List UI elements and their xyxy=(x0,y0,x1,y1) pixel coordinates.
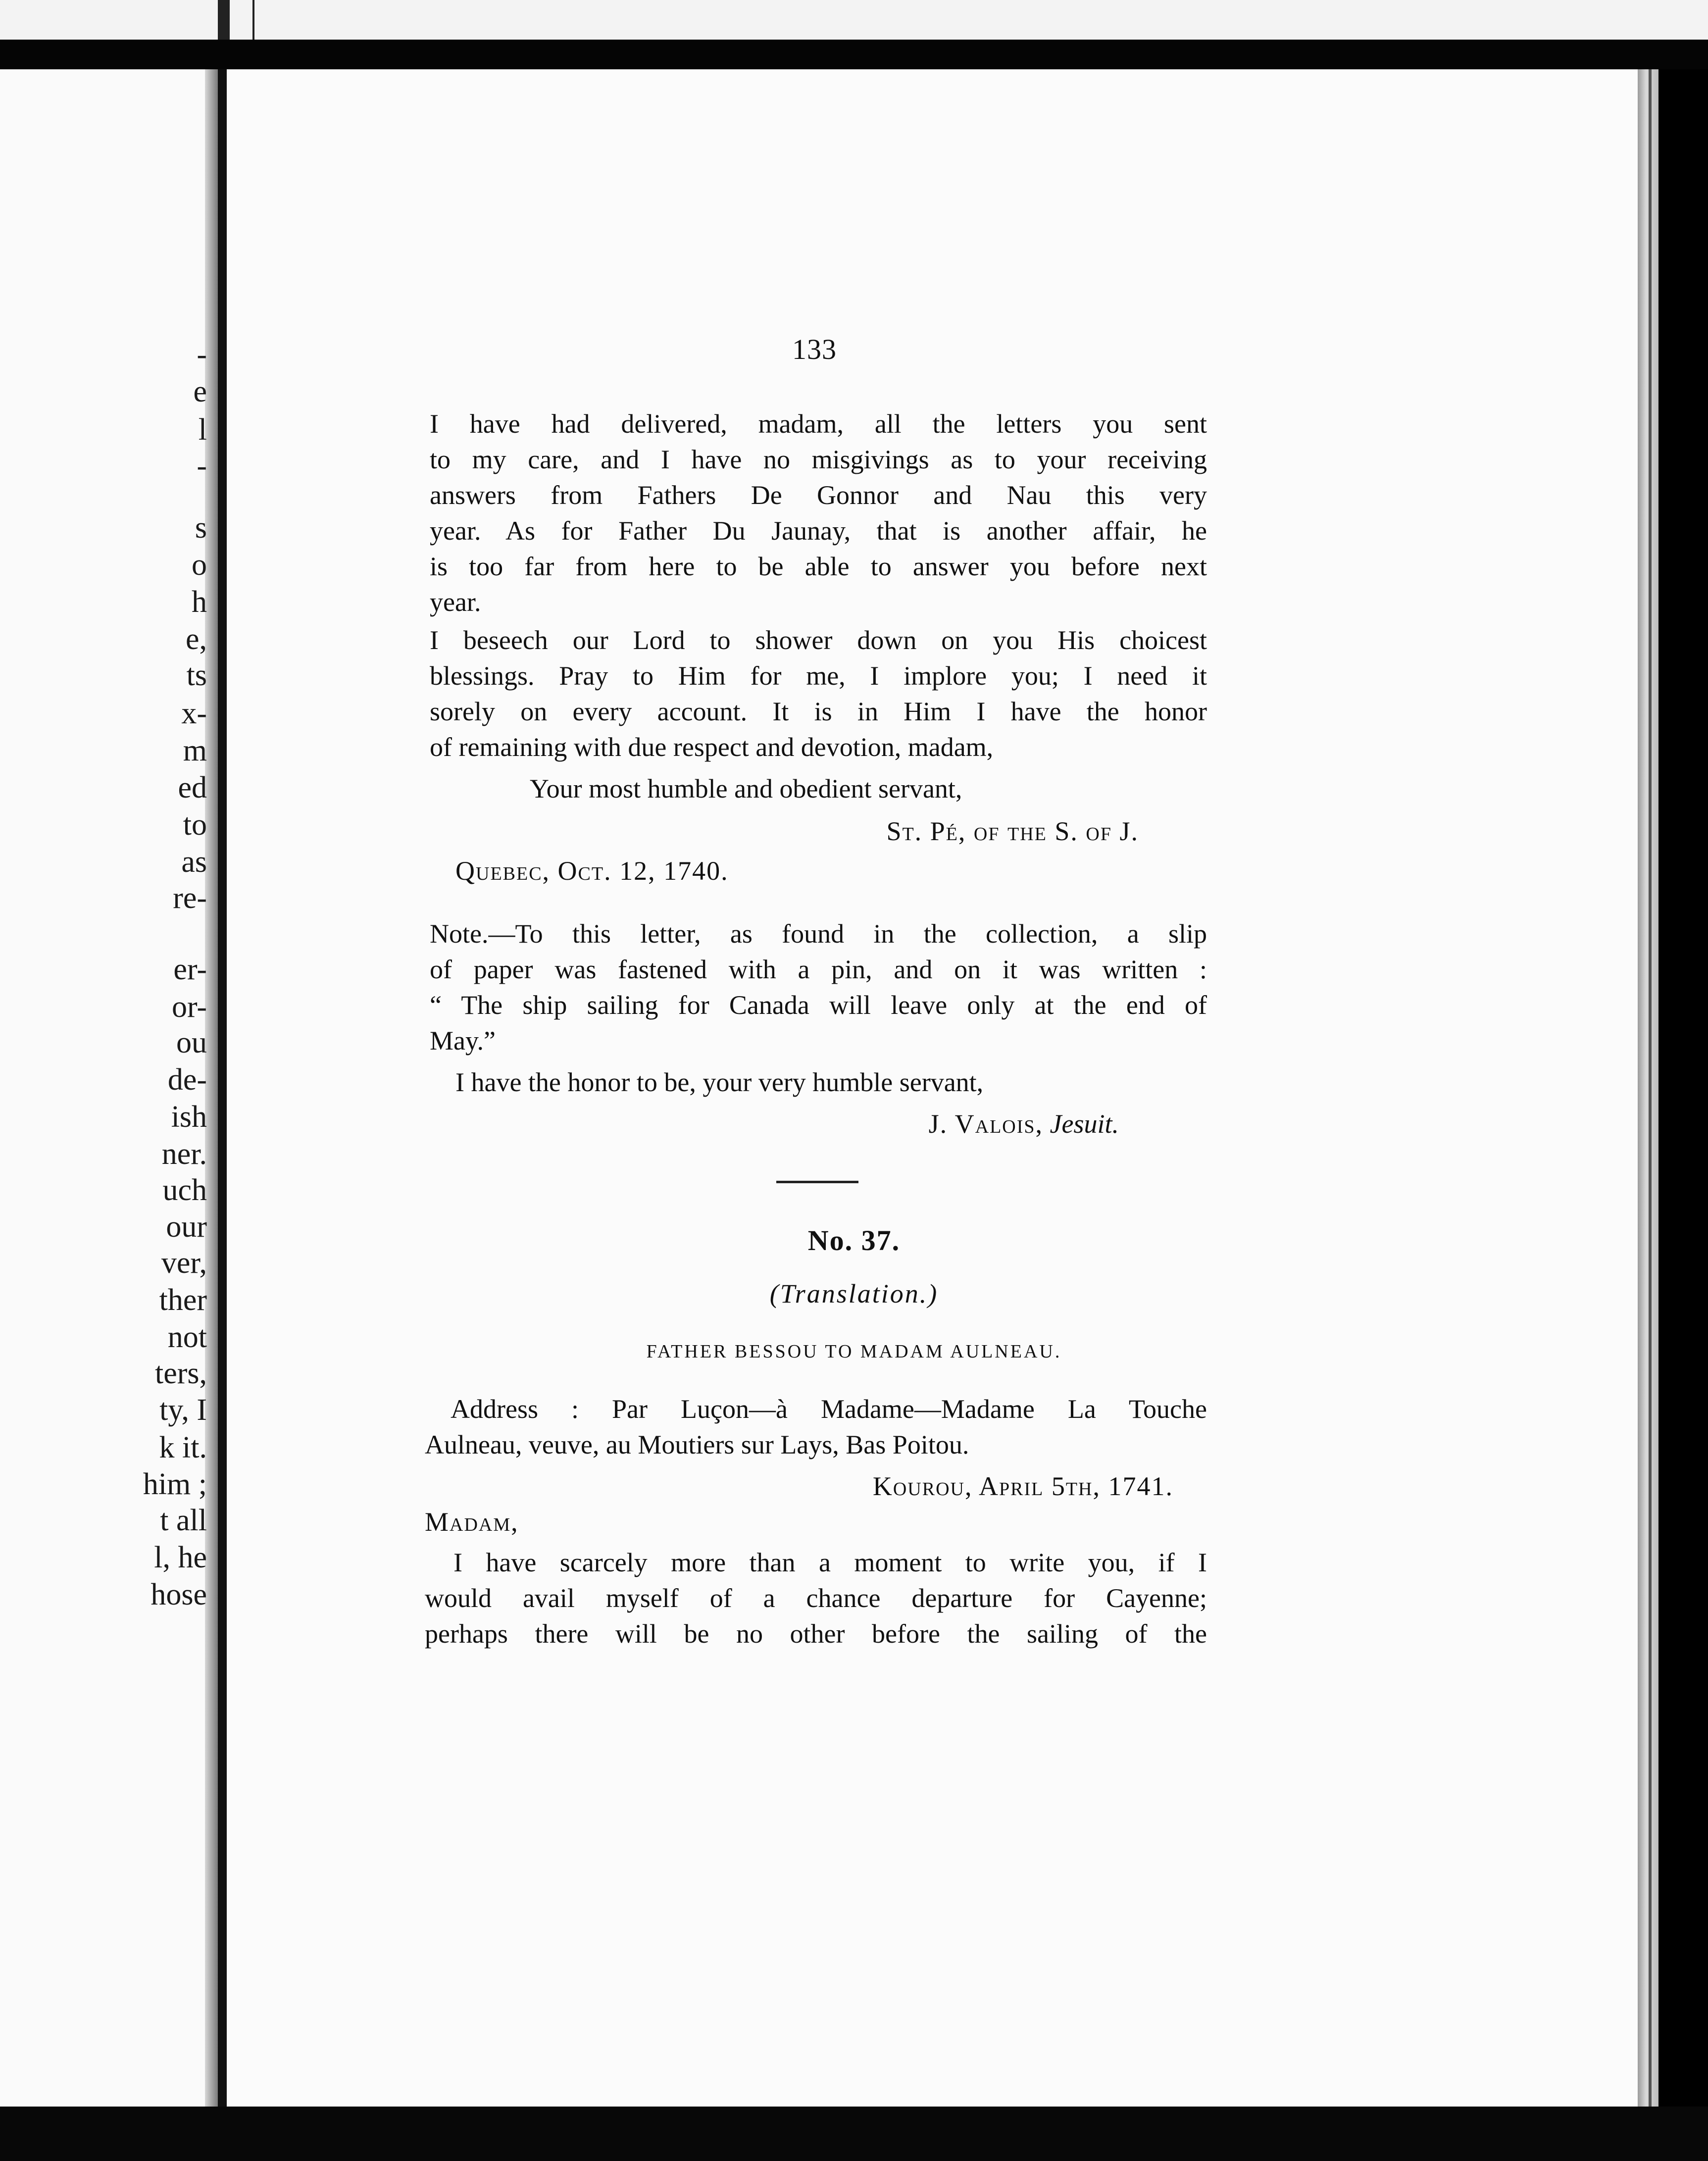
text-line: answers from Fathers De Gonnor and Nau this very xyxy=(430,480,1207,510)
text-line-last: of remaining with due respect and devotion, madam, xyxy=(430,732,994,762)
text-line-last: year. xyxy=(430,587,481,617)
left-page-fragment: m xyxy=(183,734,207,767)
address-line: Address : Par Luçon—à Madame—Madame La Touche xyxy=(451,1394,1207,1424)
translation-label: (Translation.) xyxy=(769,1279,939,1308)
left-page-fragment: to xyxy=(183,808,207,842)
microfilm-top-strip xyxy=(0,0,1708,40)
text-line: I have had delivered, madam, all the letters you sent xyxy=(430,409,1207,439)
address-line: Aulneau, veuve, au Moutiers sur Lays, Bas Poitou. xyxy=(425,1430,969,1459)
left-page-fragment: ish xyxy=(171,1100,207,1134)
page-number: 133 xyxy=(792,333,837,365)
text-line xyxy=(430,916,1207,952)
left-page-fragment: ther xyxy=(159,1283,207,1317)
left-page-fragment: t all xyxy=(160,1504,207,1537)
left-page-fragment: our xyxy=(166,1210,207,1244)
text-line: to my care, and I have no misgivings as to your receiving xyxy=(430,445,1207,474)
place-date-text: Quebec, Oct. 12, 1740. xyxy=(455,856,729,886)
left-page-fragment: - xyxy=(197,449,207,483)
note-first-line: Note.—To this letter, as found in the collection, a slip xyxy=(430,919,1207,949)
note-signature-name: J. Valois, xyxy=(928,1109,1044,1139)
left-page-fragment: ty, I xyxy=(159,1393,207,1427)
left-page-fragment: - xyxy=(197,338,207,371)
left-page-fragment: re- xyxy=(173,881,207,915)
right-edge-stripe xyxy=(1649,69,1652,2107)
text-line: year. As for Father Du Jaunay, that is another affair, he xyxy=(430,516,1207,546)
note-paragraph xyxy=(430,916,1207,1058)
section-divider xyxy=(776,1181,858,1183)
note-signature xyxy=(495,1106,1119,1142)
text-line: blessings. Pray to Him for me, I implore you; I need it xyxy=(430,661,1207,691)
left-page-fragment: hose xyxy=(151,1578,207,1611)
left-page-fragment: ed xyxy=(178,771,207,804)
right-page-edge xyxy=(1638,69,1658,2107)
salutation xyxy=(425,1504,1202,1540)
letter-one-paragraph-2 xyxy=(430,622,1207,765)
gutter-line-thin xyxy=(252,0,254,40)
left-page-fragment: ou xyxy=(176,1026,207,1059)
letter-two-body xyxy=(425,1545,1207,1652)
letter-two-place-date-text: Kourou, April 5th, 1741. xyxy=(872,1471,1173,1501)
text-line: is too far from here to be able to answer you before next xyxy=(430,552,1207,581)
letter-one-signature xyxy=(495,813,1139,849)
document-number: No. 37. xyxy=(807,1224,901,1256)
left-page-fragment: not xyxy=(167,1320,207,1354)
left-page-fragment: ner. xyxy=(161,1137,207,1171)
left-page-fragment: or- xyxy=(171,990,207,1024)
letter-one-closing: Your most humble and obedient servant, xyxy=(530,774,962,804)
letter-two-place-date xyxy=(495,1468,1173,1504)
left-page-fragment: l, he xyxy=(154,1541,207,1574)
left-page-fragment: ts xyxy=(186,658,207,692)
gutter-line-top xyxy=(218,0,230,40)
letter-one-place-date xyxy=(455,853,1233,889)
text-line: I have scarcely more than a moment to write you, if I xyxy=(453,1548,1207,1577)
left-page-fragment: de- xyxy=(167,1063,207,1097)
note-closing: I have the honor to be, your very humble servant, xyxy=(455,1067,984,1097)
letter-heading: FATHER BESSOU TO MADAM AULNEAU. xyxy=(646,1341,1062,1362)
microfilm-band-bottom xyxy=(0,2107,1708,2161)
text-line: perhaps there will be no other before the sailing of the xyxy=(425,1619,1207,1649)
left-page-fragment: ters, xyxy=(154,1357,207,1390)
salutation-text: Madam, xyxy=(425,1507,519,1537)
left-page-fragment: o xyxy=(192,548,207,582)
text-line-last: May.” xyxy=(430,1026,496,1055)
signature-text: St. Pé, of the S. of J. xyxy=(886,816,1139,846)
left-page-fragment: e, xyxy=(185,622,207,656)
left-page-fragment: uch xyxy=(162,1173,207,1207)
left-page-fragment: er- xyxy=(173,953,207,986)
text-line: I beseech our Lord to shower down on you His choicest xyxy=(430,625,1207,655)
left-page-fragment: e xyxy=(193,375,207,408)
left-page-fragment: h xyxy=(192,585,207,619)
letter-one-paragraph-1 xyxy=(430,406,1207,620)
left-page-fragment: as xyxy=(181,845,207,879)
left-page-fragment: ver, xyxy=(161,1246,207,1280)
text-line: of paper was fastened with a pin, and on it was written : xyxy=(430,955,1207,984)
microfilm-band-top xyxy=(0,40,1708,69)
address-block xyxy=(425,1391,1207,1462)
note-signature-title: Jesuit. xyxy=(1050,1109,1119,1139)
text-line: would avail myself of a chance departure for Cayenne; xyxy=(425,1583,1207,1613)
left-page-edge xyxy=(0,69,218,2107)
text-line: “ The ship sailing for Canada will leave only at the end of xyxy=(430,990,1207,1020)
left-page-fragment: s xyxy=(195,511,207,545)
text-line: sorely on every account. It is in Him I have the honor xyxy=(430,697,1207,726)
page-gutter xyxy=(218,69,227,2107)
left-page-fragment: him ; xyxy=(143,1467,207,1501)
left-page-fragment: k it. xyxy=(159,1431,207,1464)
left-page-fragment: l xyxy=(198,413,207,447)
left-page-fragment: x- xyxy=(181,697,207,730)
